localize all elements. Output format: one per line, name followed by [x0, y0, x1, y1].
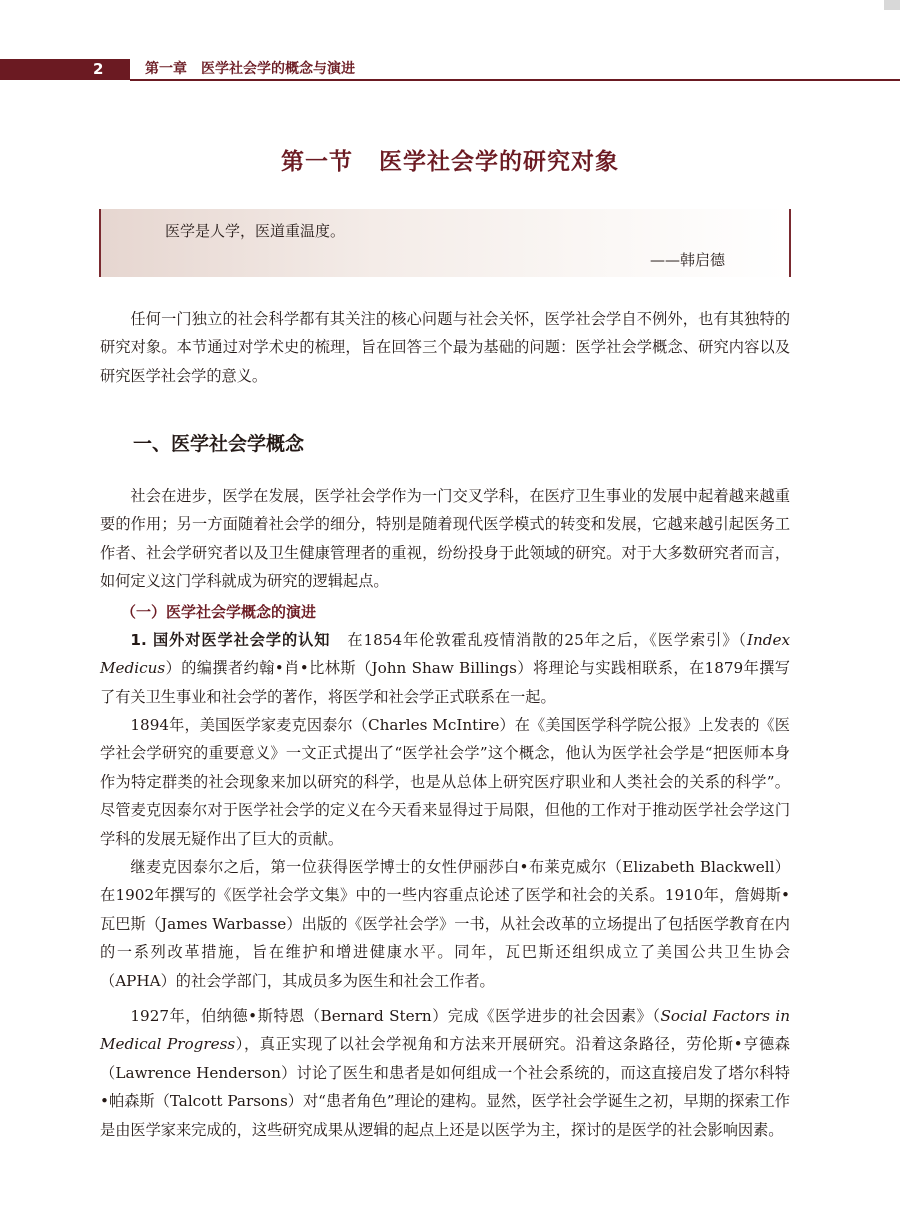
section-title-text: 医学社会学的研究对象	[379, 149, 619, 175]
page-number-box	[0, 59, 130, 80]
paragraph-5-italic: Social Factors in Medical Progress	[100, 1007, 790, 1054]
paragraph-5-b: ），真正实现了以社会学视角和方法来开展研究。沿着这条路径，劳伦斯•亨德森（Lawrence Henderson）讨论了医生和患者是如何组成一个社会系统的，而这直接启发了塔尔科特•帕森斯（Talcott Parsons）对“患者角色”理论的建构。显然，医学社会学诞生之初，早期的探索工作是由医学家来完成的，这些研究成果从逻辑的起点上还是以医学为主，探讨的是医学的社会影响因素。	[100, 1035, 790, 1139]
paragraph-5-a: 1927年，伯纳德•斯特恩（Bernard Stern）完成《医学进步的社会因素》（	[130, 1007, 661, 1025]
paragraph-4: 继麦克因泰尔之后，第一位获得医学博士的女性伊丽莎白•布莱克威尔（Elizabeth Blackwell）在1902年撰写的《医学社会学文集》中的一些内容重点论述了医学和社会的关系。1910年，詹姆斯•瓦巴斯（James Warbasse）出版的《医学社会学》一书，从社会改革的立场提出了包括医学教育在内的一系列改革措施，旨在维护和增进健康水平。同年，瓦巴斯还组织成立了美国公共卫生协会（APHA）的社会学部门，其成员多为医生和社会工作者。	[100, 858, 790, 990]
epigraph-text: 医学是人学，医道重温度。	[165, 222, 346, 240]
header-rule	[130, 79, 900, 81]
page-corner-tab	[884, 0, 900, 10]
paragraph-2-b: ）的编撰者约翰•肖•比林斯（John Shaw Billings）将理论与实践相联系，在1879年撰写了有关卫生事业和社会学的著作，将医学和社会学正式联系在一起。	[100, 659, 790, 706]
heading-level-3: 1. 国外对医学社会学的认知	[130, 631, 331, 649]
chapter-title: 第一章 医学社会学的概念与演进	[145, 61, 355, 77]
paragraph-2-italic: Index Medicus	[100, 631, 791, 678]
paragraph-2	[100, 626, 790, 711]
section-title-prefix: 第一节	[281, 149, 353, 175]
heading-level-2: （一）医学社会学概念的演进	[121, 603, 317, 621]
paragraph-3: 1894年，美国医学家麦克因泰尔（Charles McIntire）在《美国医学科学院公报》上发表的《医学社会学研究的重要意义》一文正式提出了“医学社会学”这个概念，他认为医学社会学是“把医师本身作为特定群类的社会现象来加以研究的科学，也是从总体上研究医疗职业和人类社会的关系的科学”。尽管麦克因泰尔对于医学社会学的定义在今天看来显得过于局限，但他的工作对于推动医学社会学这门学科的发展无疑作出了巨大的贡献。	[100, 716, 790, 848]
page-number: 2	[93, 60, 104, 78]
section-title	[0, 143, 900, 176]
epigraph-box	[99, 209, 791, 277]
running-header	[0, 59, 900, 85]
paragraph-2-a: 在1854年伦敦霍乱疫情消散的25年之后，《医学索引》（	[346, 631, 747, 649]
paragraph-5	[100, 1002, 790, 1144]
intro-paragraph: 任何一门独立的社会科学都有其关注的核心问题与社会关怀，医学社会学自不例外，也有其独特的研究对象。本节通过对学术史的梳理，旨在回答三个最为基础的问题：医学社会学概念、研究内容以及研究医学社会学的意义。	[100, 310, 790, 385]
epigraph-author: ——韩启德	[649, 251, 725, 269]
heading-level-1: 一、医学社会学概念	[133, 433, 305, 455]
paragraph-1: 社会在进步，医学在发展，医学社会学作为一门交叉学科，在医疗卫生事业的发展中起着越来越重要的作用；另一方面随着社会学的细分，特别是随着现代医学模式的转变和发展，它越来越引起医务工作者、社会学研究者以及卫生健康管理者的重视，纷纷投身于此领域的研究。对于大多数研究者而言，如何定义这门学科就成为研究的逻辑起点。	[100, 487, 790, 591]
